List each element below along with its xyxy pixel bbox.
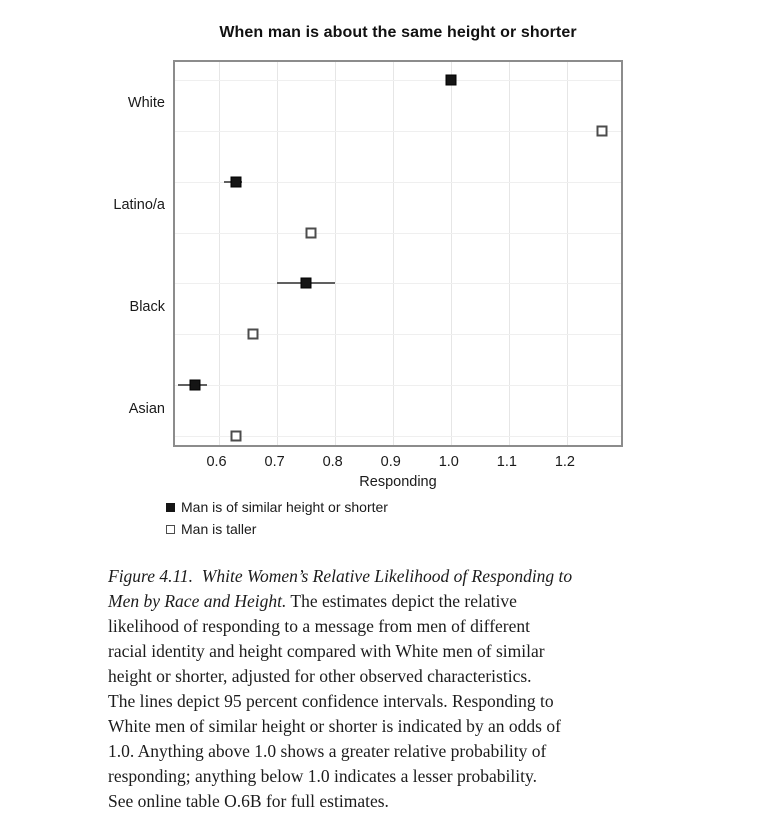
vertical-gridline (451, 62, 452, 445)
caption-roman-text: responding; anything below 1.0 indicates a lesser probability. (108, 766, 537, 786)
legend-label: Man is of similar height or shorter (181, 499, 388, 515)
horizontal-gridline (175, 436, 621, 437)
caption-line (108, 689, 668, 714)
caption-roman-text: The estimates depict the relative (286, 591, 517, 611)
category-label: White (127, 95, 165, 112)
horizontal-gridline (175, 385, 621, 386)
category-label: Latino/a (113, 197, 165, 214)
caption-line (108, 664, 668, 689)
caption-line (108, 789, 668, 814)
legend (166, 496, 388, 540)
open-square-marker (306, 227, 317, 238)
caption-line (108, 739, 668, 764)
x-tick-label: 1.2 (554, 454, 576, 470)
caption-line (108, 764, 668, 789)
vertical-gridline (509, 62, 510, 445)
open-square-marker (248, 329, 259, 340)
caption-line (108, 589, 668, 614)
filled-square-marker (300, 278, 311, 289)
horizontal-gridline (175, 80, 621, 81)
caption-roman-text: White men of similar height or shorter is indicated by an odds of (108, 716, 561, 736)
open-square-icon (166, 525, 175, 534)
caption-roman-text: racial identity and height compared with White men of similar (108, 641, 545, 661)
horizontal-gridline (175, 182, 621, 183)
vertical-gridline (567, 62, 568, 445)
x-tick-label: 0.6 (206, 454, 227, 470)
filled-square-marker (445, 75, 456, 86)
caption-italic-text: Figure 4.11. White Women’s Relative Likelihood of Responding to (108, 566, 573, 586)
category-label: Black (129, 298, 165, 315)
open-square-marker (596, 125, 607, 136)
legend-label: Man is taller (181, 521, 257, 537)
x-tick-label: 0.8 (322, 454, 343, 470)
filled-square-marker (230, 176, 241, 187)
vertical-gridline (277, 62, 278, 445)
horizontal-gridline (175, 131, 621, 132)
open-square-marker (230, 431, 241, 442)
legend-item (166, 496, 388, 518)
figure-caption (108, 564, 668, 814)
caption-line (108, 614, 668, 639)
caption-roman-text: The lines depict 95 percent confidence intervals. Responding to (108, 691, 554, 711)
vertical-gridline (393, 62, 394, 445)
caption-roman-text: 1.0. Anything above 1.0 shows a greater relative probability of (108, 741, 547, 761)
caption-line (108, 564, 668, 589)
caption-line (108, 714, 668, 739)
x-tick-label: 1.1 (496, 454, 517, 470)
caption-roman-text: likelihood of responding to a message from men of different (108, 616, 530, 636)
caption-italic-text: Men by Race and Height. (108, 591, 287, 611)
vertical-gridline (335, 62, 336, 445)
x-tick-label: 0.7 (264, 454, 285, 470)
filled-square-marker (190, 380, 201, 391)
caption-roman-text: See online table O.6B for full estimates. (108, 791, 389, 811)
category-label: Asian (128, 400, 165, 417)
x-tick-label: 1.0 (438, 454, 459, 470)
caption-roman-text: height or shorter, adjusted for other observed characteristics. (108, 666, 532, 686)
legend-item (166, 518, 388, 540)
x-tick-label: 0.9 (380, 454, 401, 470)
vertical-gridline (219, 62, 220, 445)
horizontal-gridline (175, 233, 621, 234)
horizontal-gridline (175, 334, 621, 335)
caption-line (108, 639, 668, 664)
chart-title: When man is about the same height or shorter (219, 24, 577, 41)
horizontal-gridline (175, 283, 621, 284)
plot-area (173, 60, 623, 447)
filled-square-icon (166, 503, 175, 512)
x-axis-label: Responding (359, 474, 437, 490)
